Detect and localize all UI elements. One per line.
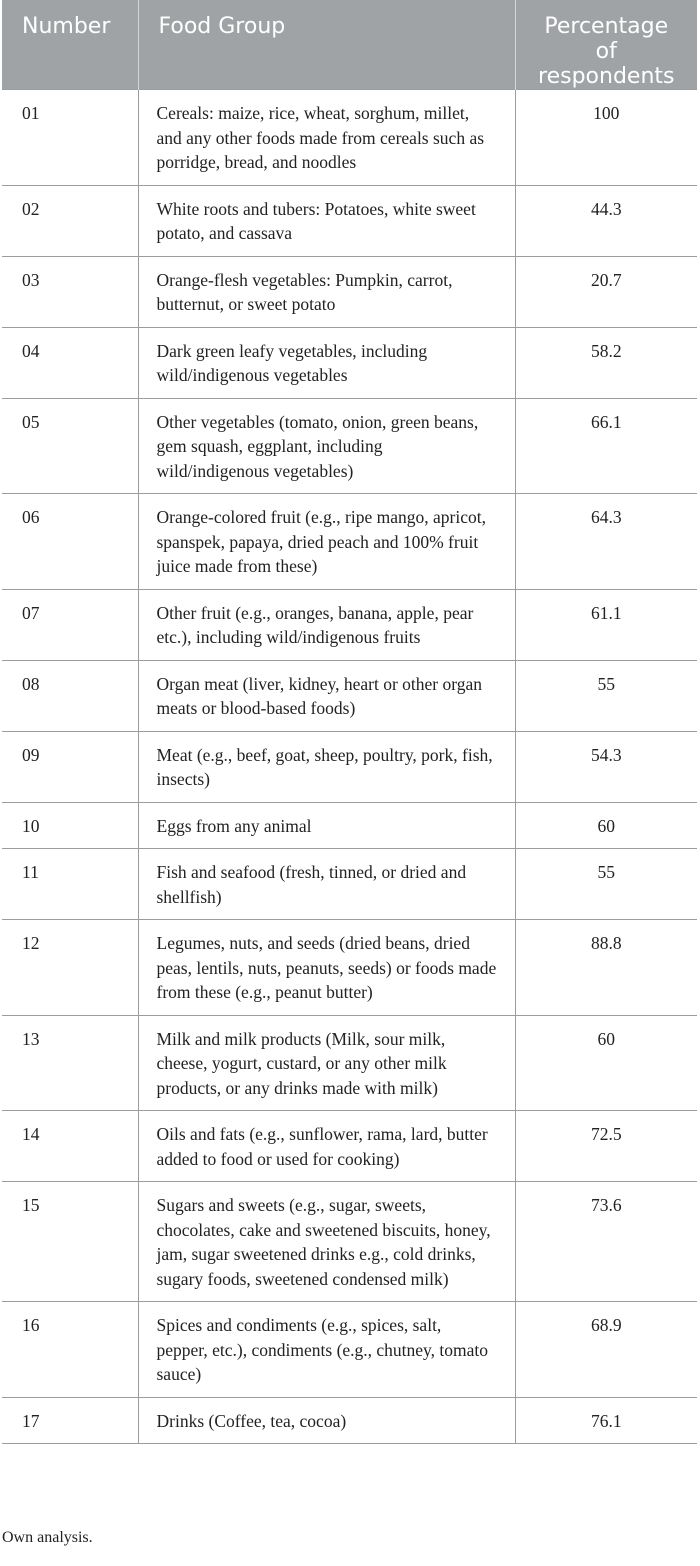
row-food-group: Drinks (Coffee, tea, cocoa) bbox=[138, 1397, 515, 1444]
row-food-group: Milk and milk products (Milk, sour milk, cheese, yogurt, custard, or any other milk products, or any drinks made with milk) bbox=[138, 1015, 515, 1111]
row-number: 08 bbox=[2, 660, 138, 731]
row-number: 05 bbox=[2, 398, 138, 494]
row-food-group: Spices and condiments (e.g., spices, salt, pepper, etc.), condiments (e.g., chutney, tomato sauce) bbox=[138, 1302, 515, 1398]
row-number: 13 bbox=[2, 1015, 138, 1111]
row-percentage: 55 bbox=[515, 660, 697, 731]
row-food-group: Meat (e.g., beef, goat, sheep, poultry, pork, fish, insects) bbox=[138, 731, 515, 802]
header-number: Number bbox=[2, 0, 138, 90]
table-row bbox=[2, 920, 697, 1016]
table-row bbox=[2, 256, 697, 327]
row-number: 11 bbox=[2, 849, 138, 920]
table-footnote: Own analysis. bbox=[2, 1529, 93, 1546]
table-row bbox=[2, 494, 697, 590]
table-row bbox=[2, 731, 697, 802]
row-percentage: 60 bbox=[515, 1015, 697, 1111]
row-number: 07 bbox=[2, 589, 138, 660]
row-food-group: Legumes, nuts, and seeds (dried beans, dried peas, lentils, nuts, peanuts, seeds) or foods made from these (e.g., peanut butter) bbox=[138, 920, 515, 1016]
header-percentage-line3: respondents bbox=[538, 64, 675, 89]
row-percentage: 60 bbox=[515, 802, 697, 849]
table-row bbox=[2, 1182, 697, 1302]
row-food-group: Sugars and sweets (e.g., sugar, sweets, chocolates, cake and sweetened biscuits, honey, jam, sugar sweetened drinks e.g., cold drinks, sugary foods, sweetened condensed milk) bbox=[138, 1182, 515, 1302]
row-percentage: 20.7 bbox=[515, 256, 697, 327]
table-row bbox=[2, 589, 697, 660]
table-row bbox=[2, 1302, 697, 1398]
row-food-group: Orange-flesh vegetables: Pumpkin, carrot, butternut, or sweet potato bbox=[138, 256, 515, 327]
table-header bbox=[2, 0, 697, 90]
row-food-group: Organ meat (liver, kidney, heart or other organ meats or blood-based foods) bbox=[138, 660, 515, 731]
row-number: 16 bbox=[2, 1302, 138, 1398]
row-number: 06 bbox=[2, 494, 138, 590]
table-body bbox=[2, 90, 697, 1444]
table-row bbox=[2, 849, 697, 920]
food-group-table bbox=[2, 0, 697, 1444]
row-percentage: 44.3 bbox=[515, 185, 697, 256]
row-food-group: Orange-colored fruit (e.g., ripe mango, apricot, spanspek, papaya, dried peach and 100% fruit juice made from these) bbox=[138, 494, 515, 590]
row-percentage: 54.3 bbox=[515, 731, 697, 802]
row-number: 12 bbox=[2, 920, 138, 1016]
table-row bbox=[2, 660, 697, 731]
row-food-group: Dark green leafy vegetables, including wild/indigenous vegetables bbox=[138, 327, 515, 398]
row-number: 01 bbox=[2, 90, 138, 186]
row-food-group: Fish and seafood (fresh, tinned, or dried and shellfish) bbox=[138, 849, 515, 920]
table-row bbox=[2, 1015, 697, 1111]
row-percentage: 72.5 bbox=[515, 1111, 697, 1182]
row-number: 15 bbox=[2, 1182, 138, 1302]
header-percentage-line1: Percentage bbox=[544, 14, 669, 39]
row-percentage: 58.2 bbox=[515, 327, 697, 398]
row-food-group: White roots and tubers: Potatoes, white sweet potato, and cassava bbox=[138, 185, 515, 256]
row-food-group: Oils and fats (e.g., sunflower, rama, lard, butter added to food or used for cooking) bbox=[138, 1111, 515, 1182]
row-food-group: Other vegetables (tomato, onion, green beans, gem squash, eggplant, including wild/indigenous vegetables) bbox=[138, 398, 515, 494]
row-number: 04 bbox=[2, 327, 138, 398]
row-number: 02 bbox=[2, 185, 138, 256]
food-group-table-container bbox=[2, 0, 697, 1444]
row-number: 10 bbox=[2, 802, 138, 849]
table-row bbox=[2, 1397, 697, 1444]
table-row bbox=[2, 398, 697, 494]
row-food-group: Other fruit (e.g., oranges, banana, apple, pear etc.), including wild/indigenous fruits bbox=[138, 589, 515, 660]
row-number: 14 bbox=[2, 1111, 138, 1182]
row-percentage: 61.1 bbox=[515, 589, 697, 660]
header-row bbox=[2, 0, 697, 90]
row-percentage: 66.1 bbox=[515, 398, 697, 494]
table-row bbox=[2, 90, 697, 186]
row-number: 03 bbox=[2, 256, 138, 327]
row-percentage: 64.3 bbox=[515, 494, 697, 590]
header-percentage bbox=[515, 0, 697, 90]
header-food-group: Food Group bbox=[138, 0, 515, 90]
row-percentage: 88.8 bbox=[515, 920, 697, 1016]
table-row bbox=[2, 802, 697, 849]
row-percentage: 100 bbox=[515, 90, 697, 186]
row-food-group: Eggs from any animal bbox=[138, 802, 515, 849]
row-percentage: 73.6 bbox=[515, 1182, 697, 1302]
row-percentage: 68.9 bbox=[515, 1302, 697, 1398]
table-row bbox=[2, 1111, 697, 1182]
header-percentage-line2: of bbox=[595, 39, 617, 64]
table-row bbox=[2, 327, 697, 398]
table-row bbox=[2, 185, 697, 256]
row-number: 09 bbox=[2, 731, 138, 802]
row-percentage: 76.1 bbox=[515, 1397, 697, 1444]
row-food-group: Cereals: maize, rice, wheat, sorghum, millet, and any other foods made from cereals such as porridge, bread, and noodles bbox=[138, 90, 515, 186]
row-percentage: 55 bbox=[515, 849, 697, 920]
row-number: 17 bbox=[2, 1397, 138, 1444]
